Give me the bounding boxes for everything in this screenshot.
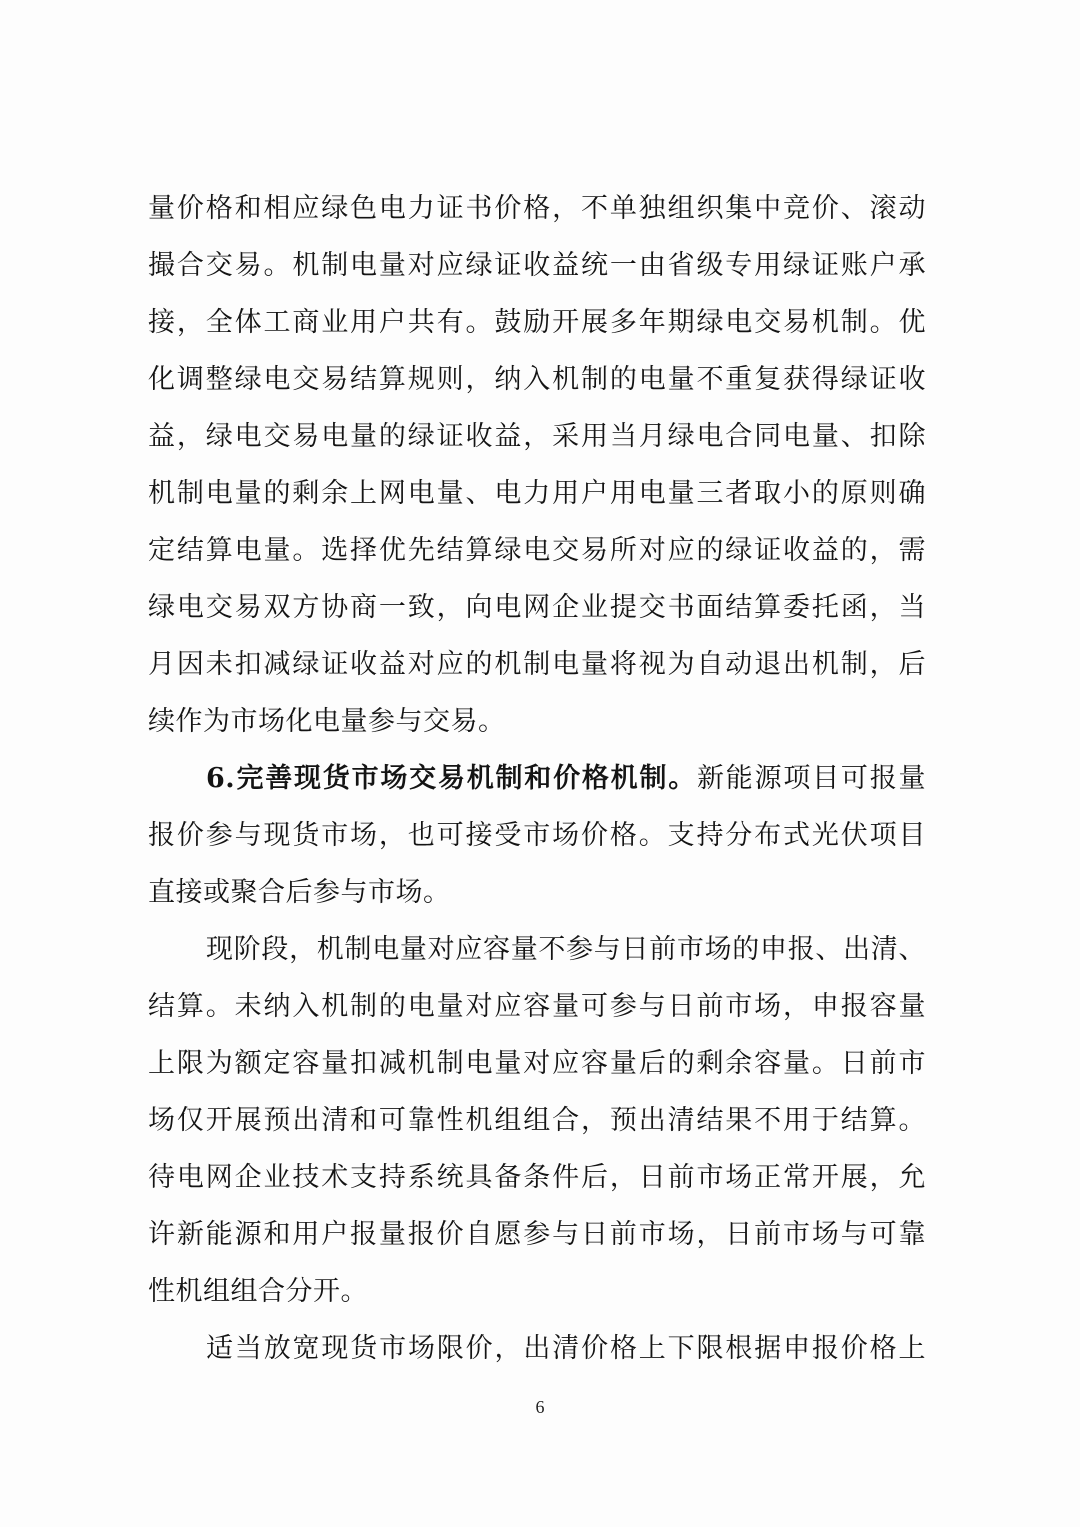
body-text-line: 量价格和相应绿色电力证书价格，不单独组织集中竞价、滚动 — [148, 193, 926, 224]
body-text-line: 许新能源和用户报量报价自愿参与日前市场，日前市场与可靠 — [148, 1219, 926, 1250]
body-text-line: 益，绿电交易电量的绿证收益，采用当月绿电合同电量、扣除 — [148, 421, 926, 452]
section-6-text: 新能源项目可报量 — [697, 763, 927, 794]
paragraph-first-line: 适当放宽现货市场限价，出清价格上下限根据申报价格上 — [206, 1333, 926, 1364]
body-text-line: 化调整绿电交易结算规则，纳入机制的电量不重复获得绿证收 — [148, 364, 926, 395]
body-text-line: 定结算电量。选择优先结算绿电交易所对应的绿证收益的，需 — [148, 535, 926, 566]
body-text-line: 报价参与现货市场，也可接受市场价格。支持分布式光伏项目 — [148, 820, 926, 851]
body-text-line: 场仅开展预出清和可靠性机组组合，预出清结果不用于结算。 — [148, 1105, 926, 1136]
paragraph-first-line: 现阶段，机制电量对应容量不参与日前市场的申报、出清、 — [206, 934, 926, 965]
body-text-line: 撮合交易。机制电量对应绿证收益统一由省级专用绿证账户承 — [148, 250, 926, 281]
section-6-heading: 6.完善现货市场交易机制和价格机制。 — [206, 763, 698, 794]
body-text-line: 直接或聚合后参与市场。 — [148, 877, 451, 908]
body-text-line: 机制电量的剩余上网电量、电力用户用电量三者取小的原则确 — [148, 478, 926, 509]
body-text-line: 上限为额定容量扣减机制电量对应容量后的剩余容量。日前市 — [148, 1048, 926, 1079]
body-text-line: 续作为市场化电量参与交易。 — [148, 706, 506, 737]
page-number: 6 — [535, 1397, 545, 1417]
section-6-first-line — [206, 756, 926, 802]
body-text-line: 性机组组合分开。 — [148, 1276, 368, 1307]
body-text-line: 结算。未纳入机制的电量对应容量可参与日前市场，申报容量 — [148, 991, 926, 1022]
body-text-line: 月因未扣减绿证收益对应的机制电量将视为自动退出机制，后 — [148, 649, 926, 680]
body-text-line: 待电网企业技术支持系统具备条件后，日前市场正常开展，允 — [148, 1162, 926, 1193]
body-text-line: 绿电交易双方协商一致，向电网企业提交书面结算委托函，当 — [148, 592, 926, 623]
body-text-line: 接，全体工商业用户共有。鼓励开展多年期绿电交易机制。优 — [148, 307, 926, 338]
